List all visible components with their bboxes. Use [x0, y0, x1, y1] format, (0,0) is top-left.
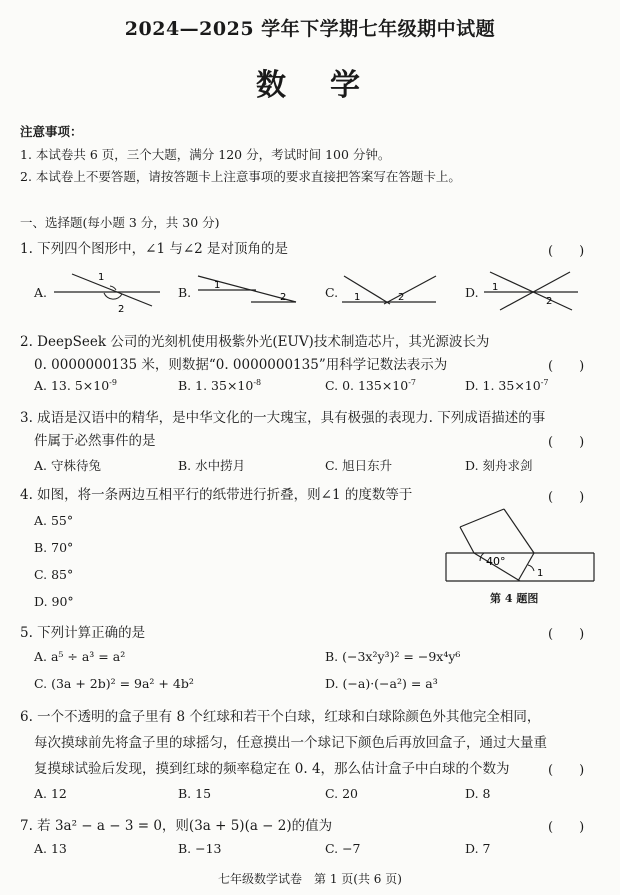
- q1-figure-d: [482, 266, 582, 314]
- q3-option-b: B. 水中捞月: [178, 458, 246, 473]
- q1-c-label-2: 2: [398, 292, 405, 303]
- q6-answer-paren: ( ): [548, 763, 585, 778]
- q4-option-b: B. 70°: [34, 540, 74, 555]
- q2-line-1: 2. DeepSeek 公司的光刻机使用极紫外光(EUV)技术制造芯片，其光源波长为: [20, 334, 490, 350]
- q4-answer-paren: ( ): [548, 490, 585, 505]
- q6-line-3: 复摸球试验后发现，摸到红球的频率稳定在 0. 4，那么估计盒子中白球的个数为: [34, 761, 510, 777]
- q3-option-a: A. 守株待兔: [34, 458, 101, 473]
- q3-option-c: C. 旭日东升: [325, 458, 393, 473]
- page-footer: 七年级数学试卷 第 1 页(共 6 页): [218, 872, 402, 886]
- q5-option-d: D. (−a)·(−a²) = a³: [325, 676, 438, 691]
- q3-line-2: 件属于必然事件的是: [34, 433, 156, 449]
- note-item-1: 1. 本试卷共 6 页，三个大题，满分 120 分，考试时间 100 分钟。: [20, 147, 391, 162]
- q6-line-1: 6. 一个不透明的盒子里有 8 个红球和若干个白球，红球和白球除颜色外其他完全相同，: [20, 709, 541, 725]
- section-heading: 一、选择题(每小题 3 分，共 30 分): [20, 215, 220, 230]
- q6-line-2: 每次摸球前先将盒子里的球摇匀，任意摸出一个球记下颜色后再放回盒子，通过大量重: [34, 735, 547, 751]
- q5-answer-paren: ( ): [548, 627, 585, 642]
- q1-d-label-1: 1: [492, 282, 499, 293]
- exam-title: 2024—2025 学年下学期七年级期中试题: [124, 18, 496, 40]
- q3-answer-paren: ( ): [548, 435, 585, 450]
- q1-option-a: A.: [34, 285, 48, 300]
- q2-option-b: B. 1. $35\times 10^{-8}$: [178, 378, 262, 393]
- q4-figure: [440, 505, 600, 587]
- q1-b-label-1: 1: [214, 280, 221, 291]
- q1-option-d: D.: [465, 285, 479, 300]
- q2-option-a: A. 13. $5\times 10^{-9}$: [34, 378, 117, 393]
- notes-heading: 注意事项：: [20, 124, 83, 139]
- q5-option-a: A. a⁵ ÷ a³ = a²: [34, 649, 126, 664]
- q2-answer-paren: ( ): [548, 359, 585, 374]
- q6-option-c: C. 20: [325, 786, 358, 801]
- q2-option-c: C. 0. $135\times 10^{-7}$: [325, 378, 416, 393]
- q3-line-1: 3. 成语是汉语中的精华，是中华文化的一大瑰宝，具有极强的表现力. 下列成语描述的事: [20, 410, 546, 426]
- q7-option-b: B. −13: [178, 841, 222, 856]
- q1-a-label-2: 2: [118, 304, 125, 315]
- q4-angle-1: 1: [537, 568, 544, 579]
- q1-a-label-1: 1: [98, 272, 105, 283]
- q1-b-label-2: 2: [280, 292, 287, 303]
- q4-option-a: A. 55°: [34, 513, 74, 528]
- q1-option-c: C.: [325, 285, 339, 300]
- q2-line-2: 0. 0000000135 米，则数据“0. 0000000135”用科学记数法表示为: [34, 357, 448, 373]
- q5-option-b: B. (−3x²y³)² = −9x⁴y⁶: [325, 649, 461, 664]
- q7-option-a: A. 13: [34, 841, 67, 856]
- q4-option-c: C. 85°: [34, 567, 74, 582]
- q7-stem: 7. 若 3a² − a − 3 = 0，则(3a + 5)(a − 2)的值为: [20, 818, 333, 834]
- note-item-2: 2. 本试卷上不要答题，请按答题卡上注意事项的要求直接把答案写在答题卡上。: [20, 169, 461, 184]
- q6-option-d: D. 8: [465, 786, 491, 801]
- q1-option-b: B.: [178, 285, 192, 300]
- q1-d-label-2: 2: [546, 296, 553, 307]
- q5-option-c: C. (3a + 2b)² = 9a² + 4b²: [34, 676, 194, 691]
- q6-option-b: B. 15: [178, 786, 212, 801]
- q1-c-label-1: 1: [354, 292, 361, 303]
- q7-option-d: D. 7: [465, 841, 491, 856]
- q1-figure-b: [196, 270, 301, 310]
- q1-stem: 1. 下列四个图形中，∠1 与∠2 是对顶角的是: [20, 241, 289, 257]
- q2-option-d: D. 1. $35\times 10^{-7}$: [465, 378, 549, 393]
- subject-title: 数学: [256, 68, 404, 103]
- q4-angle-40: 40°: [486, 555, 506, 568]
- q1-figure-c: [340, 270, 440, 310]
- q3-option-d: D. 刻舟求剑: [465, 458, 533, 473]
- q4-stem: 4. 如图，将一条两边互相平行的纸带进行折叠，则∠1 的度数等于: [20, 487, 413, 503]
- q7-answer-paren: ( ): [548, 820, 585, 835]
- q1-answer-paren: ( ): [548, 244, 585, 259]
- q7-option-c: C. −7: [325, 841, 361, 856]
- q6-option-a: A. 12: [34, 786, 67, 801]
- q1-figure-a: [52, 266, 162, 314]
- q4-option-d: D. 90°: [34, 594, 74, 609]
- q4-figure-caption: 第 4 题图: [490, 592, 539, 605]
- q5-stem: 5. 下列计算正确的是: [20, 625, 146, 641]
